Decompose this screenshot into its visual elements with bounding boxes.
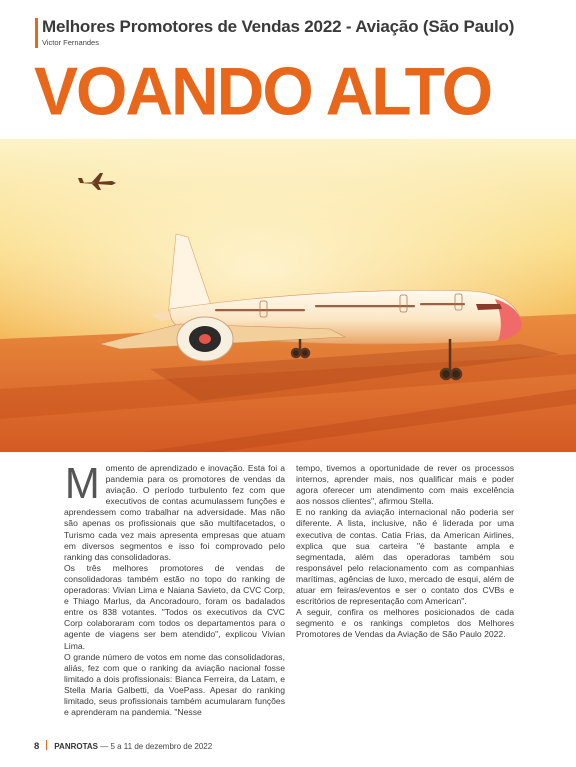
drop-cap: M	[64, 459, 100, 508]
kicker-accent-bar	[35, 18, 38, 48]
author-byline: Victor Fernandes	[42, 38, 99, 47]
issue-date: — 5 a 11 de dezembro de 2022	[100, 742, 213, 751]
section-kicker: Melhores Promotores de Vendas 2022 - Aviação (São Paulo)	[42, 17, 515, 36]
page-headline: VOANDO ALTO	[34, 53, 492, 129]
page-footer	[34, 740, 212, 752]
article-paragraph: E no ranking da aviação internacional não poderia ser diferente. A lista, inclusive, não é liderada por uma executiva de contas. Catia Frias, da American Airlines, explica que sua carteira "é bastante ampla e segmentada, além das operadoras também sou responsável pelo relacionamento com as companhias marítimas, agências de luxo, mercado de esqui, além de atuar em feiras/eventos e ser o contato dos CVBs e escritórios de representação com American".	[296, 507, 514, 607]
page-number: 8	[34, 741, 40, 752]
article-paragraph	[64, 459, 285, 563]
article-paragraph: tempo, tivemos a oportunidade de rever os processos internos, aprender mais, nos qualificar mais e poder agora oferecer um atendimento com mais excelência aos nossos clientes", afirmou Stella.	[296, 463, 514, 507]
article-paragraph: Os três melhores promotores de vendas de consolidadoras também estão no topo do ranking de operadoras: Vivian Lima e Naiana Savieto, da CVC Corp, e Thiago Marlus, da Ancoradouro, foram os badalados entre os 838 votantes. "Todos os executivos da CVC Corp colaboraram com todos os departamentos para o agente de viagens ser bem atendido", explicou Vivian Lima.	[64, 562, 285, 651]
article-column-right	[296, 463, 514, 641]
lead-text: omento de aprendizado e inovação. Esta foi a pandemia para os promotores de vendas da aviação. O período turbulento fez com que executivos de contas acumulassem funções e aprendessem como trabalhar na adversidade. Mas não são apenas os profissionais que são multifacetados, o Turismo cada vez mais apresenta empresas que atuam em diversos segmentos e isso foi comprovado pelo ranking das consolidadoras.	[64, 463, 285, 562]
article-paragraph: A seguir, confira os melhores posicionados de cada segmento e os rankings completos dos Melhores Promotores de Vendas da Aviação de São Paulo 2022.	[296, 607, 514, 640]
article-column-left	[64, 459, 285, 718]
hero-image	[0, 139, 576, 452]
airplane-illustration-icon	[0, 139, 576, 452]
article-paragraph: O grande número de votos em nome das consolidadoras, aliás, fez com que o ranking da aviação nacional fosse limitado a dois profissionais: Bianca Ferreira, da Latam, e Stella Maria Galbetti, da VoePass. Apesar do ranking limitado, seus profissionais também acumularam funções e aprenderam na pandemia. "Nesse	[64, 651, 285, 718]
publication-brand: PANROTAS	[54, 742, 98, 751]
footer-divider	[46, 740, 47, 750]
